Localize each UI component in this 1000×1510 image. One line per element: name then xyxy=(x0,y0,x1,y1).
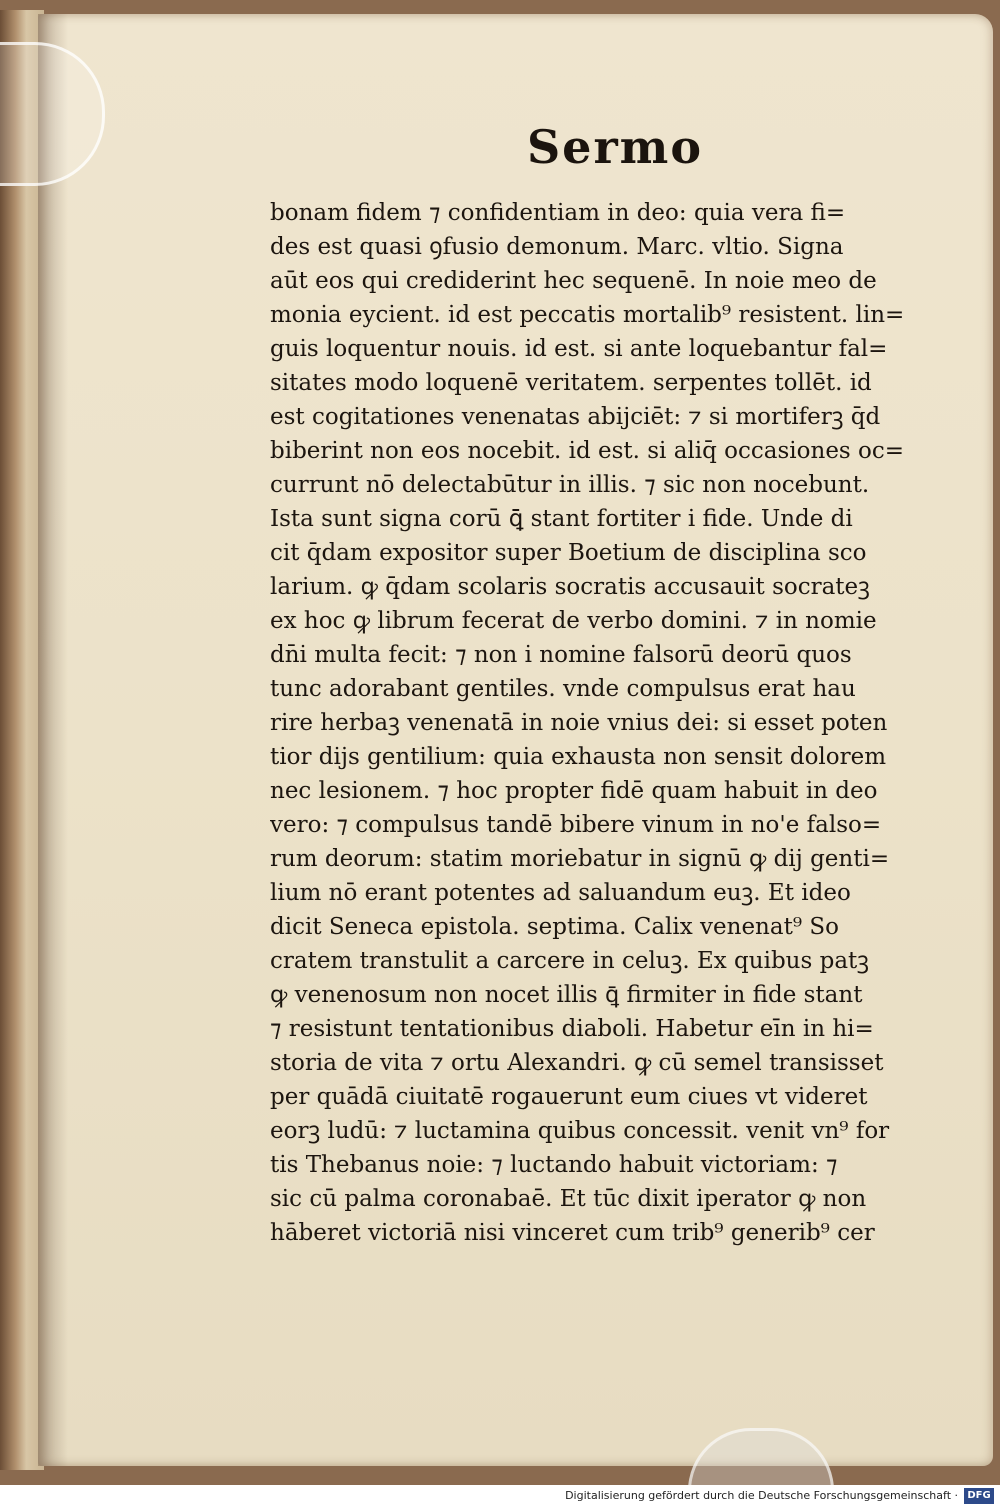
text-line: ⁊ resistunt tentationibus diaboli. Habetur eīn in hi= xyxy=(270,1016,874,1042)
text-line: ꝙ venenosum non nocet illis ꝗ̄ firmiter in fide stant xyxy=(270,982,863,1008)
text-line: rum deorum: statim moriebatur in signū ꝙ dij genti= xyxy=(270,846,890,872)
funding-credit: Digitalisierung gefördert durch die Deutsche Forschungsgemeinschaft · xyxy=(565,1489,958,1502)
footer-bar xyxy=(0,1485,1000,1510)
text-line: sic cū palma coronabaē. Et tūc dixit iperator ꝙ non xyxy=(270,1186,867,1212)
text-line: monia eycient. id est peccatis mortalib⁹ resistent. lin= xyxy=(270,302,905,328)
gutter-shadow xyxy=(38,14,68,1466)
text-line: ex hoc ꝙ librum fecerat de verbo domini. ⁊ in nomie xyxy=(270,608,877,634)
text-line: larium. ꝙ q̄dam scolaris socratis accusauit socrateꝫ xyxy=(270,574,870,600)
text-line: nec lesionem. ⁊ hoc propter fidē quam habuit in deo xyxy=(270,778,878,804)
text-line: tunc adorabant gentiles. vnde compulsus erat hau xyxy=(270,676,856,702)
text-line: cit q̄dam expositor super Boetium de disciplina sco xyxy=(270,540,867,566)
text-line: tis Thebanus noie: ⁊ luctando habuit victoriam: ⁊ xyxy=(270,1152,838,1178)
text-line: rire herbaꝫ venenatā in noie vnius dei: si esset poten xyxy=(270,710,888,736)
text-line: hāberet victoriā nisi vinceret cum trib⁹ generib⁹ cer xyxy=(270,1220,875,1246)
text-line: per quādā ciuitatē rogauerunt eum ciues vt videret xyxy=(270,1084,868,1110)
text-line: guis loquentur nouis. id est. si ante loquebantur fal= xyxy=(270,336,888,362)
text-line: aūt eos qui crediderint hec sequenē. In noie meo de xyxy=(270,268,877,294)
text-line: sitates modo loquenē veritatem. serpentes tollēt. id xyxy=(270,370,872,396)
text-line: dicit Seneca epistola. septima. Calix venenat⁹ So xyxy=(270,914,839,940)
text-line: vero: ⁊ compulsus tandē bibere vinum in no'e falso= xyxy=(270,812,882,838)
text-line: currunt nō delectabūtur in illis. ⁊ sic non nocebunt. xyxy=(270,472,870,498)
text-line: est cogitationes venenatas abijciēt: ⁊ si mortiferꝫ q̄d xyxy=(270,404,881,430)
text-line: lium nō erant potentes ad saluandum euꝫ. Et ideo xyxy=(270,880,851,906)
running-head: Sermo xyxy=(526,120,704,174)
text-line: Ista sunt signa corū ꝗ̄ stant fortiter i fide. Unde di xyxy=(270,506,853,532)
text-line: storia de vita ⁊ ortu Alexandri. ꝙ cū semel transisset xyxy=(270,1050,884,1076)
text-line: bonam fidem ⁊ confidentiam in deo: quia vera fi= xyxy=(270,200,846,226)
text-line: biberint non eos nocebit. id est. si aliq̄ occasiones oc= xyxy=(270,438,905,464)
text-line: des est quasi ꝯfusio demonum. Marc. vltio. Signa xyxy=(270,234,844,260)
dfg-logo: DFG xyxy=(964,1488,994,1504)
text-line: dn̄i multa fecit: ⁊ non i nomine falsorū deorū quos xyxy=(270,642,852,668)
text-line: tior dijs gentilium: quia exhausta non sensit dolorem xyxy=(270,744,887,770)
text-block xyxy=(270,196,970,1250)
text-line: eorꝫ ludū: ⁊ luctamina quibus concessit. venit vn⁹ for xyxy=(270,1118,890,1144)
text-line: cratem transtulit a carcere in celuꝫ. Ex quibus patꝫ xyxy=(270,948,870,974)
